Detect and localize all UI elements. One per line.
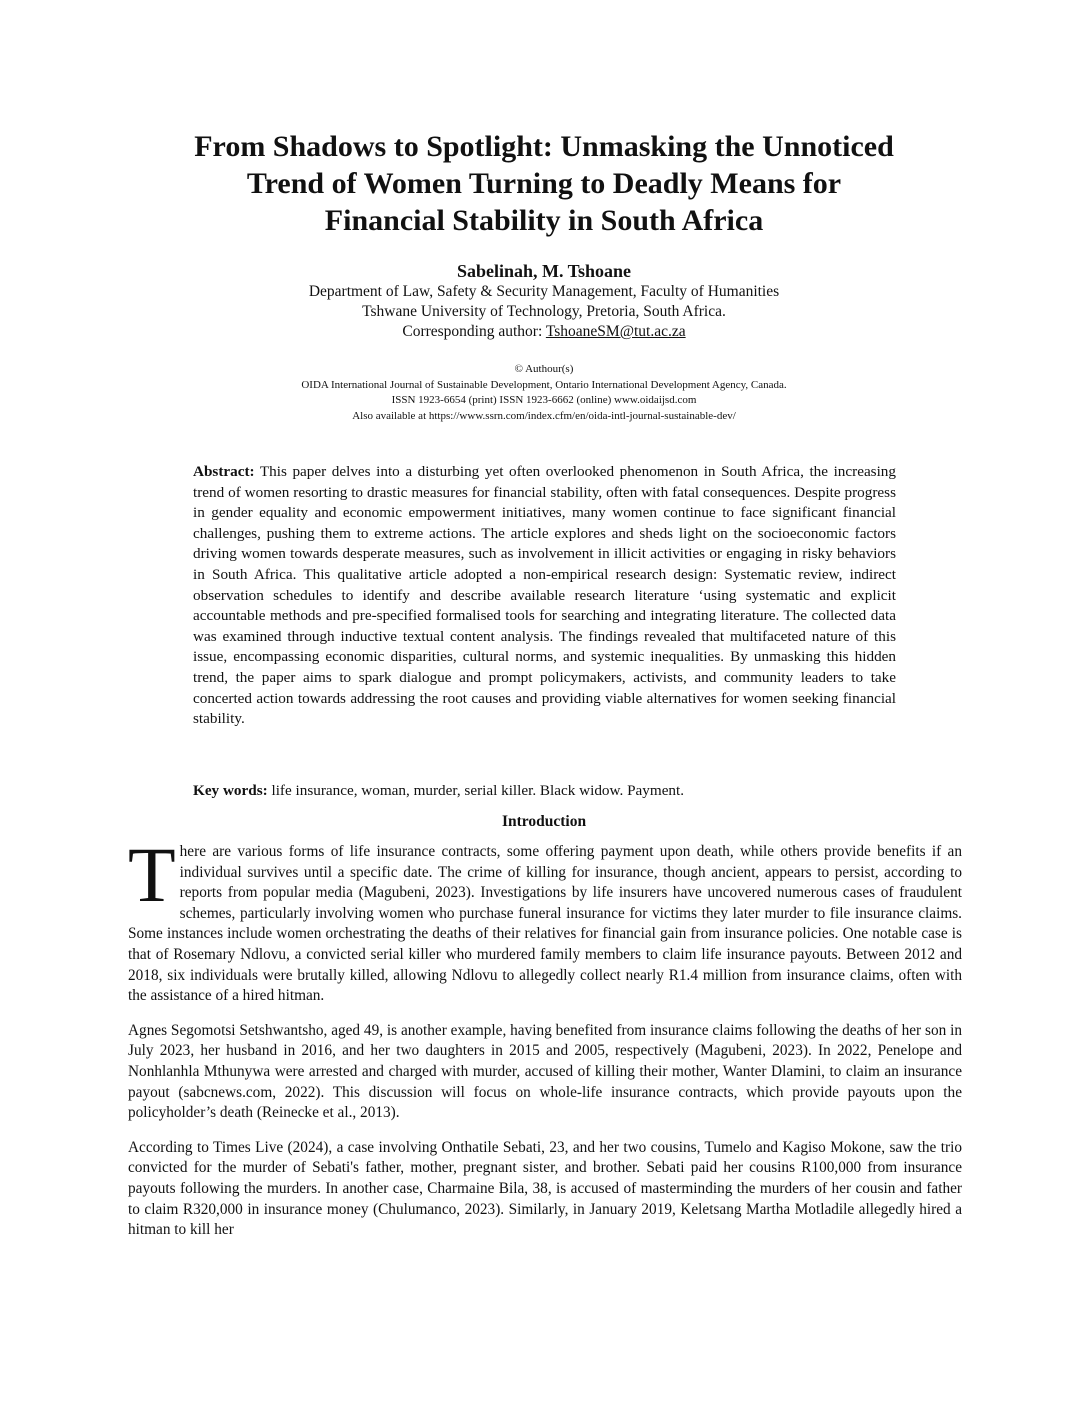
- availability-line: Also available at https://www.ssrn.com/index.cfm/en/oida-intl-journal-sustainable-dev/: [352, 409, 736, 422]
- corresponding-label: Corresponding author:: [402, 323, 546, 340]
- publication-meta: [120, 362, 968, 424]
- section-heading-introduction: Introduction: [501, 813, 587, 830]
- paragraph: [128, 831, 962, 1007]
- title-line: From Shadows to Spotlight: Unmasking the Unnoticed: [194, 130, 894, 163]
- paragraph: According to Times Live (2024), a case involving Onthatile Sebati, 23, and her two cousins, Tumelo and Kagiso Mokone, saw the trio convicted for the murder of Sebati's father, mother, pregnant sister, and brother. Sebati paid her cousins R100,000 from insurance payouts following the murders. In another case, Charmaine Bila, 38, is accused of masterminding the murders of her cousin and father to claim R320,000 in insurance money (Chulumanco, 2023). Similarly, in January 2019, Keletsang Martha Motladile allegedly hired a hitman to kill her: [128, 1138, 962, 1239]
- paragraph: Agnes Segomotsi Setshwantsho, aged 49, is another example, having benefited from insurance claims following the deaths of her son in July 2023, her husband in 2016, and her two daughters in 2015 and 2005, respectively (Magubeni, 2023). In 2022, Penelope and Nonhlanhla Mthunywa were arrested and charged with murder, accused of killing their mother, Wanter Dlamini, to claim an insurance payout (sabcnews.com, 2022). This discussion will focus on whole-life insurance contracts, which provide payouts upon the policyholder’s death (Reinecke et al., 2013).: [128, 1021, 962, 1122]
- author-name: Sabelinah, M. Tshoane: [456, 261, 632, 281]
- keywords: [193, 781, 896, 802]
- paragraph-text: here are various forms of life insurance contracts, some offering payment upon death, while others provide benefits if an individual survives until a specific date. The crime of killing for insurance, though ancient, appears to persist, according to reports from popular media (Magubeni, 2023). Investigations by life insurers have uncovered numerous cases of fraudulent schemes, particularly involving women who purchase funeral insurance for victims they later murder to file insurance claims. Some instances include women orchestrating the deaths of their relatives for financial gain from insurance policies. One notable case is that of Rosemary Ndlovu, a convicted serial killer who murdered family members to claim life insurance payouts. Between 2012 and 2018, six individuals were brutally killed, allowing Ndlovu to allegedly collect nearly R1.4 million from insurance claims, often with the assistance of a hired hitman.: [128, 843, 962, 1005]
- drop-cap: T: [128, 831, 176, 918]
- keywords-text: life insurance, woman, murder, serial killer. Black widow. Payment.: [267, 782, 685, 799]
- introduction-body: [128, 831, 962, 1255]
- keywords-label: Key words:: [193, 782, 268, 799]
- abstract: [193, 462, 896, 730]
- corresponding-email-link[interactable]: TshoaneSM@tut.ac.za: [545, 323, 686, 340]
- title-line: Financial Stability in South Africa: [324, 204, 764, 237]
- paper-title: [120, 128, 968, 239]
- title-line: Trend of Women Turning to Deadly Means for: [246, 167, 842, 200]
- corresponding-author: [120, 322, 968, 342]
- affiliation-department: Department of Law, Safety & Security Management, Faculty of Humanities: [308, 283, 780, 300]
- journal-line: OIDA International Journal of Sustainable Development, Ontario International Development Agency, Canada.: [301, 378, 787, 391]
- copyright-line: © Authour(s): [514, 363, 574, 375]
- affiliation-university: Tshwane University of Technology, Pretoria, South Africa.: [362, 303, 726, 320]
- issn-line: ISSN 1923-6654 (print) ISSN 1923-6662 (online) www.oidaijsd.com: [391, 394, 697, 406]
- abstract-label: Abstract:: [193, 463, 255, 480]
- abstract-text: This paper delves into a disturbing yet often overlooked phenomenon in South Africa, the increasing trend of women resorting to drastic measures for financial stability, often with fatal consequences. Despite progress in gender equality and economic empowerment initiatives, many women continue to face significant financial challenges, pushing them to extreme actions. The article explores and sheds light on the socioeconomic factors driving women towards desperate measures, such as involvement in illicit activities or engaging in risky behaviors in South Africa. This qualitative article adopted a non-empirical research design: Systematic review, indirect observation schedules to identify and describe available research literature ‘using systematic and explicit accountable methods and pre-specified formalised tools for searching and integrating literature. The collected data was examined through inductive textual content analysis. The findings revealed that multifaceted nature of this issue, encompassing economic disparities, cultural norms, and systemic inequalities. By unmasking this hidden trend, the paper aims to spark dialogue and prompt policymakers, activists, and community leaders to take concerted action towards addressing the root causes and providing viable alternatives for women seeking financial stability.: [193, 463, 896, 728]
- author-block: [120, 260, 968, 342]
